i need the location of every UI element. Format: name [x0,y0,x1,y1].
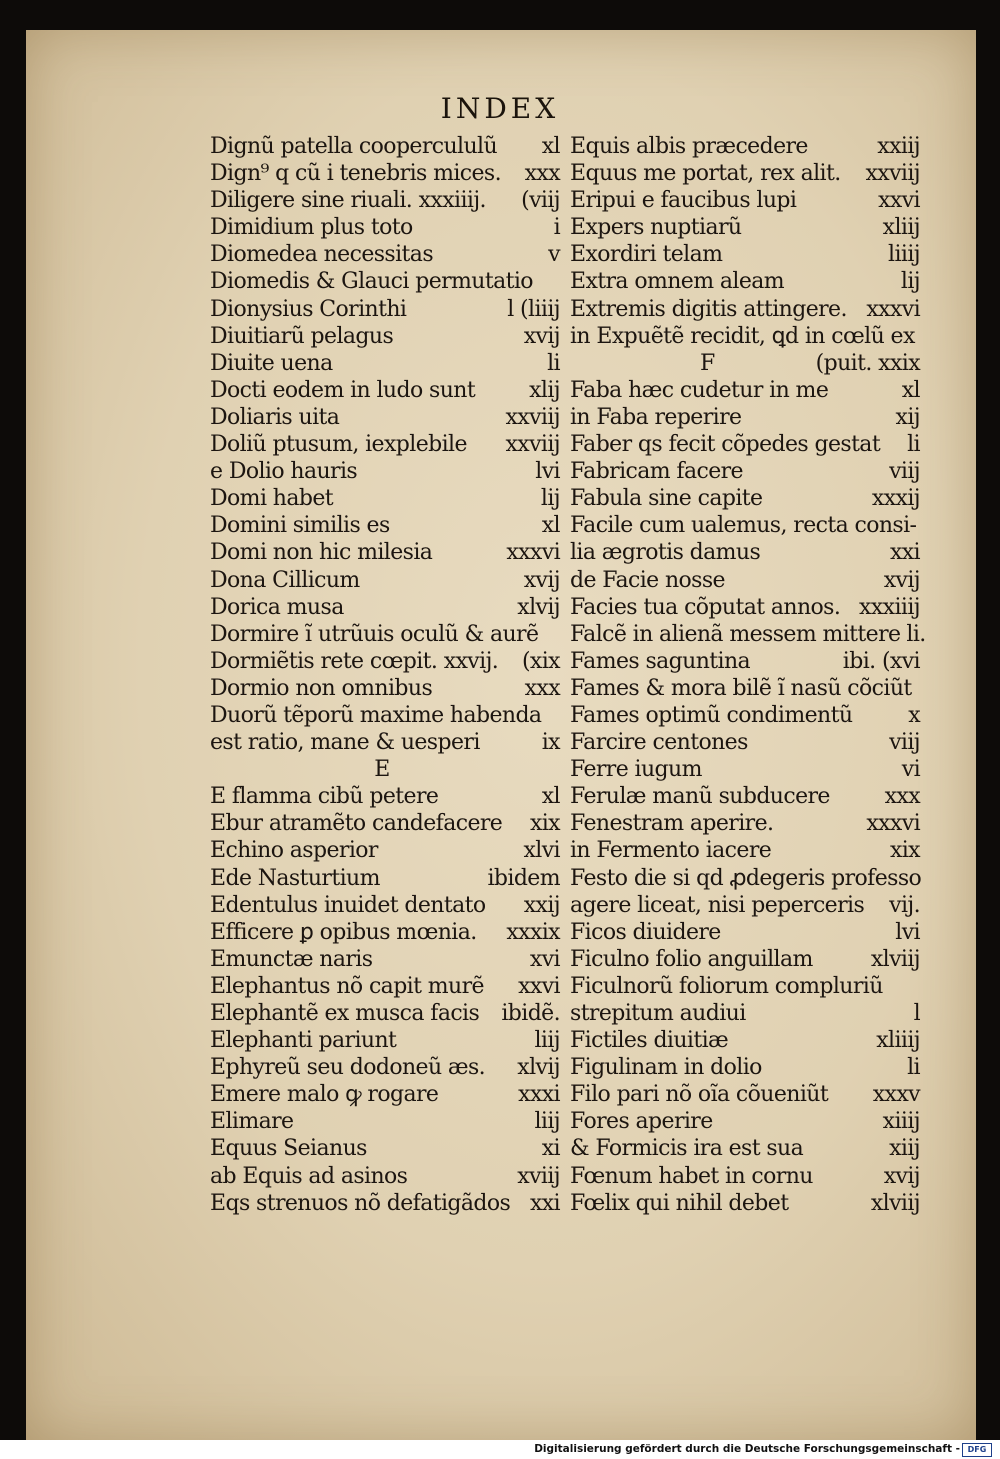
index-term: Diuitiarũ pelagus [210,323,394,349]
index-reference: xxi [529,1190,560,1216]
index-reference: xxvi [878,188,920,214]
index-term: Eripui e faucibus lupi [570,188,797,214]
index-reference: (viij [521,188,560,214]
index-term: Ferulæ manũ subducere [570,784,830,810]
index-entry [570,539,920,566]
index-term: lia ægrotis damus [570,540,761,566]
index-term: Dorica musa [210,594,344,620]
index-term: Ebur atramẽto candefacere [210,811,503,837]
index-reference: xxvi [518,973,560,999]
index-term: Doliũ ptusum, iexplebile [210,432,467,458]
index-entry [570,594,920,621]
index-reference: xi [541,1136,560,1162]
index-term: Emere malo ꝙ rogare [210,1082,439,1108]
index-reference: li [907,1055,920,1081]
index-term: Emunctæ naris [210,946,373,972]
index-entry [210,783,560,810]
index-term: Dona Cillicum [210,567,360,593]
index-term: Fœlix qui nihil debet [570,1190,789,1216]
index-entry [210,837,560,864]
index-reference: vij. [889,892,920,918]
index-reference: xl [541,134,560,159]
index-term: Docti eodem in ludo sunt [210,377,476,403]
index-entry [210,377,560,404]
index-entry [570,512,920,539]
index-reference: li [907,432,920,458]
index-term: Fames saguntina [570,648,751,674]
index-term: Fames optimũ condimentũ [570,702,853,728]
index-term: est ratio, mane & uesperi [210,730,480,756]
index-entry [570,241,920,268]
index-entry [210,973,560,1000]
index-entry [570,377,920,404]
index-term: Ede Nasturtium [210,865,380,891]
index-reference: xviij [517,1163,560,1189]
index-entry [570,729,920,756]
index-term: Eqs strenuos nõ defatigãdos [210,1190,511,1216]
index-term: Dign⁹ q cũ i tenebris mices. [210,161,502,187]
index-reference: xliij [882,215,920,241]
index-term: Dionysius Corinthi [210,296,407,322]
index-term: Edentulus inuidet dentato [210,892,486,918]
index-term: Dormio non omnibus [210,675,433,701]
index-term: Facies tua cõputat annos. [570,594,841,620]
index-entry [210,919,560,946]
index-term: Filo pari nõ oĩa cõueniũt [570,1082,829,1108]
index-entry [210,1135,560,1162]
index-entry [570,133,920,160]
index-term: strepitum audiui [570,1001,746,1026]
index-term: Exordiri telam [570,242,723,268]
index-term: Faber qs fecit cõpedes gestat [570,432,881,458]
index-reference: xvij [523,323,560,349]
index-term: ab Equis ad asinos [210,1163,408,1189]
index-reference: vi [901,757,920,783]
index-entry [210,160,560,187]
index-reference: xiiij [882,1109,920,1135]
index-reference: lvi [895,919,920,945]
index-reference: xlvi [523,838,560,864]
index-term: Equus me portat, rex alit. [570,161,841,187]
index-entry [570,567,920,594]
index-reference: xlij [529,377,560,403]
index-entry [570,621,926,648]
index-reference: xxxvi [866,296,920,322]
index-reference: xvij [883,567,920,593]
index-reference: xl [541,513,560,539]
index-reference: xvi [529,946,560,972]
index-entry [570,214,920,241]
index-reference: xxxij [871,486,920,512]
index-term: Fictiles diuitiæ [570,1028,729,1054]
index-term: Domi habet [210,486,334,512]
index-term: Equus Seianus [210,1136,367,1162]
index-entry [210,1081,560,1108]
index-term: Fores aperire [570,1109,713,1135]
index-entry [210,946,560,973]
index-reference: ibidem [487,865,560,891]
index-entry [210,1190,560,1217]
index-reference: li [547,350,560,376]
index-reference: xix [889,838,920,864]
index-entry [570,296,920,323]
index-term: Ficulno folio anguillam [570,946,813,972]
index-entry [210,621,560,648]
index-entry [570,1163,920,1190]
index-entry [210,1027,560,1054]
index-reference: v [548,242,560,268]
index-entry [210,1000,560,1027]
index-entry [210,296,560,323]
index-reference: viij [889,730,920,756]
index-entry [210,431,560,458]
index-term: Domi non hic milesia [210,540,433,566]
index-entry [210,350,560,377]
index-term: Figulinam in dolio [570,1055,762,1081]
index-entry [570,1054,920,1081]
index-reference: lvi [535,459,560,485]
index-entry [210,512,560,539]
index-reference: xxxix [506,919,560,945]
index-term: Falcẽ in alienã messem mittere [570,621,901,647]
index-reference: xl [541,784,560,810]
index-term: Dimidium plus toto [210,215,413,241]
index-entry [210,268,560,295]
index-reference: xxviij [865,161,920,187]
index-reference: xij [895,404,920,430]
dfg-logo-icon: DFG [962,1443,992,1457]
index-entry [570,323,920,350]
index-reference: xxxiiij [859,594,920,620]
index-entry [570,431,920,458]
index-reference: xliiij [876,1028,920,1054]
index-reference: xlvij [517,1055,560,1081]
index-term: E [374,757,390,783]
index-term: Diuite uena [210,350,333,376]
index-reference: xxiij [877,134,920,159]
index-reference: xlviij [870,1190,920,1216]
index-reference: i [553,215,560,241]
index-term: Farcire centones [570,730,748,756]
index-reference: xxx [884,784,920,810]
index-reference: xl [901,377,920,403]
index-entry [570,810,920,837]
index-entry [570,187,920,214]
index-reference: li. [906,621,926,647]
index-term: Ferre iugum [570,757,702,783]
index-reference: x [908,702,920,728]
index-reference: ix [541,730,560,756]
index-entry [570,648,920,675]
index-reference: ibi. (xvi [842,648,920,674]
index-reference: xxx [524,675,560,701]
index-term: Festo die si qd ꝓdegeris professo [570,865,922,891]
index-reference: xxviij [505,432,560,458]
index-entry [570,946,920,973]
index-entry [570,973,920,1000]
index-column-left [210,133,560,1217]
index-entry [210,567,560,594]
index-entry [570,675,920,702]
index-reference: xlvij [517,594,560,620]
index-term: Echino asperior [210,838,378,864]
index-term: Fenestram aperire. [570,811,774,837]
index-reference: liiij [888,242,920,268]
index-reference: (xix [521,648,560,674]
index-entry [570,1108,920,1135]
index-entry [210,241,560,268]
index-reference: xvij [523,567,560,593]
index-reference: l [913,1001,920,1026]
index-entry [210,756,560,783]
index-entry [570,404,920,431]
index-entry [570,1000,920,1027]
index-entry [210,1108,560,1135]
index-entry [210,187,560,214]
index-entry [570,458,920,485]
index-term: Diligere sine riuali. xxxiiij. [210,188,486,214]
index-entry [570,702,920,729]
index-reference: xxx [524,161,560,187]
index-term: in Faba reperire [570,404,742,430]
index-entry [210,702,560,729]
index-reference: (puit. xxix [815,350,920,376]
index-term: Elephantẽ ex musca facis [210,1001,480,1026]
index-entry [570,1190,920,1217]
index-entry [210,1054,560,1081]
index-entry [210,404,560,431]
index-entry [210,1163,560,1190]
index-term: Elephantus nõ capit murẽ [210,973,484,999]
index-reference: xxij [523,892,560,918]
index-entry [210,214,560,241]
index-term: E flamma cibũ petere [210,784,439,810]
index-entry [570,268,920,295]
index-term: Fabricam facere [570,459,743,485]
index-entry [210,865,560,892]
index-term: Diomedea necessitas [210,242,434,268]
index-reference: xiij [889,1136,920,1162]
index-term: Dignũ patella coopercululũ [210,134,498,159]
index-reference: xix [529,811,560,837]
index-entry [210,133,560,160]
index-reference: lij [540,486,560,512]
index-entry [210,729,560,756]
index-term: Ficos diuidere [570,919,721,945]
index-entry [210,594,560,621]
index-entry [570,1081,920,1108]
index-entry [210,675,560,702]
index-term: Dormire ĩ utrũuis oculũ & aurẽ [210,621,539,647]
index-term: Facile cum ualemus, recta consi- [570,513,917,539]
index-term: Ephyreũ seu dodoneũ æs. [210,1055,486,1081]
index-reference: liij [534,1109,560,1135]
index-term: Elephanti pariunt [210,1028,397,1054]
index-term: in Expuẽtẽ recidit, ꝗd in cœlũ ex [570,323,915,349]
index-term: Extra omnem aleam [570,269,785,295]
index-entry [570,919,920,946]
index-reference: lij [900,269,920,295]
index-reference: xxxvi [506,540,560,566]
index-term: Doliaris uita [210,404,340,430]
index-term: Equis albis præcedere [570,134,808,159]
index-reference: xxi [889,540,920,566]
index-entry [210,458,560,485]
index-entry [210,892,560,919]
index-entry [210,810,560,837]
index-entry [570,1027,920,1054]
index-term: Domini similis es [210,513,390,539]
index-reference: xxxvi [866,811,920,837]
index-term: F [700,350,715,376]
index-term: Fœnum habet in cornu [570,1163,813,1189]
index-entry [570,1135,920,1162]
index-reference: ibidẽ. [501,1001,560,1026]
index-term: Extremis digitis attingere. [570,296,847,322]
index-entry [570,485,920,512]
index-term: Fames & mora bilẽ ĩ nasũ cõciũt [570,675,912,701]
index-term: Ficulnorũ foliorum compluriũ [570,973,883,999]
index-term: Faba hæc cudetur in me [570,377,829,403]
index-term: Elimare [210,1109,294,1135]
footer-credit: Digitalisierung gefördert durch die Deutsche Forschungsgemeinschaft - [534,1443,960,1455]
index-entry [570,892,920,919]
index-reference: xlviij [870,946,920,972]
index-reference: xxxi [518,1082,560,1108]
index-column-right [570,133,926,1217]
index-entry [210,323,560,350]
index-entry [570,756,920,783]
index-term: Expers nuptiarũ [570,215,742,241]
page-header: INDEX [440,92,560,125]
index-entry [210,539,560,566]
index-entry [570,160,920,187]
index-entry [570,783,920,810]
index-term: de Facie nosse [570,567,725,593]
index-term: Efficere ꝑ opibus mœnia. [210,919,477,945]
index-term: Diomedis & Glauci permutatio [210,269,533,295]
index-term: Duorũ tẽporũ maxime habenda [210,702,542,728]
index-term: agere liceat, nisi peperceris [570,892,865,918]
index-entry [570,865,920,892]
index-term: Fabula sine capite [570,486,763,512]
index-reference: liij [534,1028,560,1054]
index-term: e Dolio hauris [210,459,358,485]
index-reference: viij [889,459,920,485]
index-term: & Formicis ira est sua [570,1136,804,1162]
index-entry [570,350,920,377]
index-reference: l (liiij [507,296,560,322]
index-entry [570,837,920,864]
index-reference: xvij [883,1163,920,1189]
index-term: Dormiẽtis rete cœpit. xxvij. [210,648,499,674]
index-entry [210,485,560,512]
index-reference: xxviij [505,404,560,430]
index-term: in Fermento iacere [570,838,772,864]
index-entry [210,648,560,675]
index-reference: xxxv [872,1082,920,1108]
